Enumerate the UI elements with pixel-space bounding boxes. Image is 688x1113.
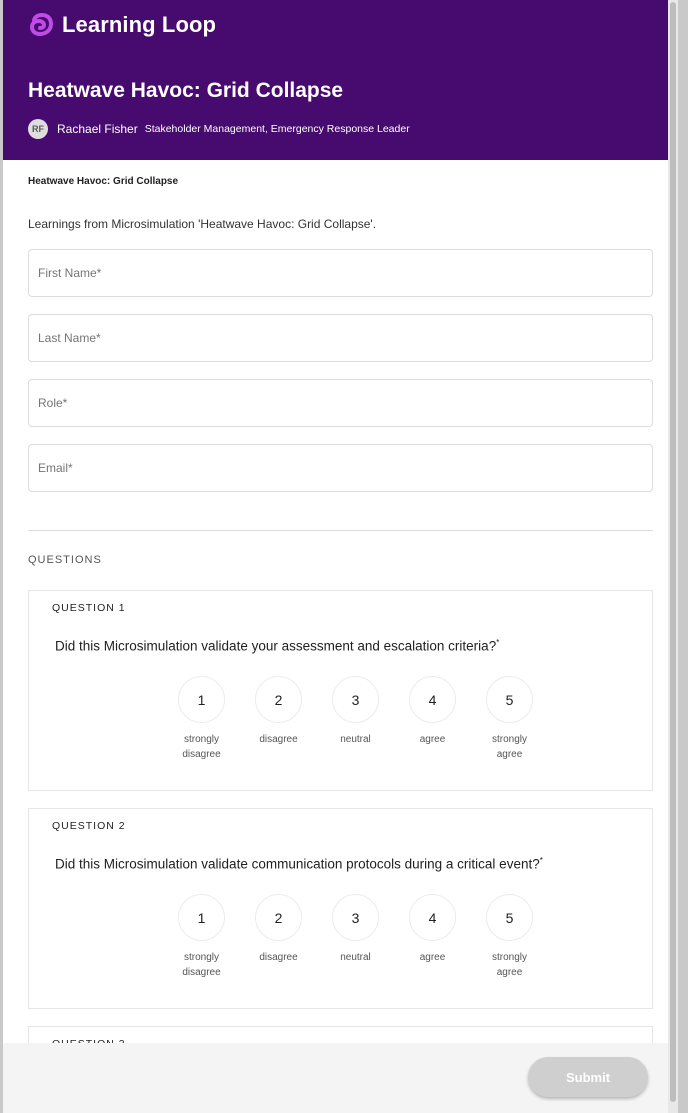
rating-2-button[interactable]: 2 — [255, 676, 302, 723]
first-name-input[interactable] — [38, 266, 643, 280]
scrollbar[interactable] — [668, 0, 678, 1113]
contact-fields — [28, 249, 653, 492]
first-name-field[interactable] — [28, 249, 653, 297]
rating-label: strongly agree — [491, 952, 527, 978]
rating-label: agree — [419, 734, 446, 745]
feedback-form — [3, 176, 678, 1086]
questions-label: QUESTIONS — [28, 554, 102, 566]
rating-option — [317, 894, 394, 980]
last-name-input[interactable] — [38, 331, 643, 345]
rating-5-button[interactable]: 5 — [486, 676, 533, 723]
rating-3-button[interactable]: 3 — [332, 676, 379, 723]
rating-option — [163, 676, 240, 762]
email-input[interactable] — [38, 461, 643, 475]
author-info — [28, 119, 410, 139]
rating-option — [317, 676, 394, 762]
rating-option — [394, 676, 471, 762]
rating-2-button[interactable]: 2 — [255, 894, 302, 941]
rating-scale — [163, 676, 548, 762]
question-number: QUESTION 1 — [52, 602, 126, 614]
rating-label: strongly disagree — [182, 952, 221, 978]
avatar: RF — [28, 119, 48, 139]
rating-5-button[interactable]: 5 — [486, 894, 533, 941]
header-banner — [3, 0, 678, 160]
author-name: Rachael Fisher — [57, 122, 138, 136]
rating-4-button[interactable]: 4 — [409, 894, 456, 941]
submit-button[interactable]: Submit — [528, 1057, 648, 1097]
rating-label: strongly disagree — [182, 734, 221, 760]
question-text-label: Did this Microsimulation validate communication protocols during a critical event? — [55, 856, 540, 872]
scrollbar-thumb[interactable] — [670, 2, 676, 1102]
breadcrumb: Heatwave Havoc: Grid Collapse — [28, 176, 179, 187]
rating-label: agree — [419, 952, 446, 963]
brand[interactable] — [28, 12, 216, 38]
role-field[interactable] — [28, 379, 653, 427]
rating-option — [240, 894, 317, 980]
rating-option — [394, 894, 471, 980]
rating-option — [163, 894, 240, 980]
question-number: QUESTION 2 — [52, 820, 126, 832]
rating-label: disagree — [259, 952, 298, 963]
rating-label: strongly agree — [491, 734, 527, 760]
question-text-label: Did this Microsimulation validate your assessment and escalation criteria? — [55, 638, 497, 654]
rating-1-button[interactable]: 1 — [178, 676, 225, 723]
rating-option — [471, 894, 548, 980]
divider — [28, 530, 653, 531]
learning-loop-logo-icon — [28, 12, 54, 38]
question-card — [28, 808, 653, 1009]
last-name-field[interactable] — [28, 314, 653, 362]
footer-bar — [3, 1043, 668, 1113]
rating-3-button[interactable]: 3 — [332, 894, 379, 941]
author-role: Stakeholder Management, Emergency Response Leader — [144, 123, 410, 135]
required-mark: * — [539, 856, 543, 865]
required-mark: * — [496, 638, 500, 647]
email-field[interactable] — [28, 444, 653, 492]
role-input[interactable] — [38, 396, 643, 410]
question-card — [28, 590, 653, 791]
rating-1-button[interactable]: 1 — [178, 894, 225, 941]
rating-option — [240, 676, 317, 762]
question-text — [55, 856, 543, 872]
rating-option — [471, 676, 548, 762]
simulation-title: Heatwave Havoc: Grid Collapse — [28, 79, 344, 102]
intro-text: Learnings from Microsimulation 'Heatwave Havoc: Grid Collapse'. — [28, 217, 377, 231]
rating-scale — [163, 894, 548, 980]
question-text — [55, 638, 499, 654]
rating-4-button[interactable]: 4 — [409, 676, 456, 723]
page-frame — [3, 0, 678, 1113]
rating-label: neutral — [340, 734, 371, 745]
rating-label: neutral — [340, 952, 371, 963]
rating-label: disagree — [259, 734, 298, 745]
brand-name: Learning Loop — [62, 12, 217, 37]
